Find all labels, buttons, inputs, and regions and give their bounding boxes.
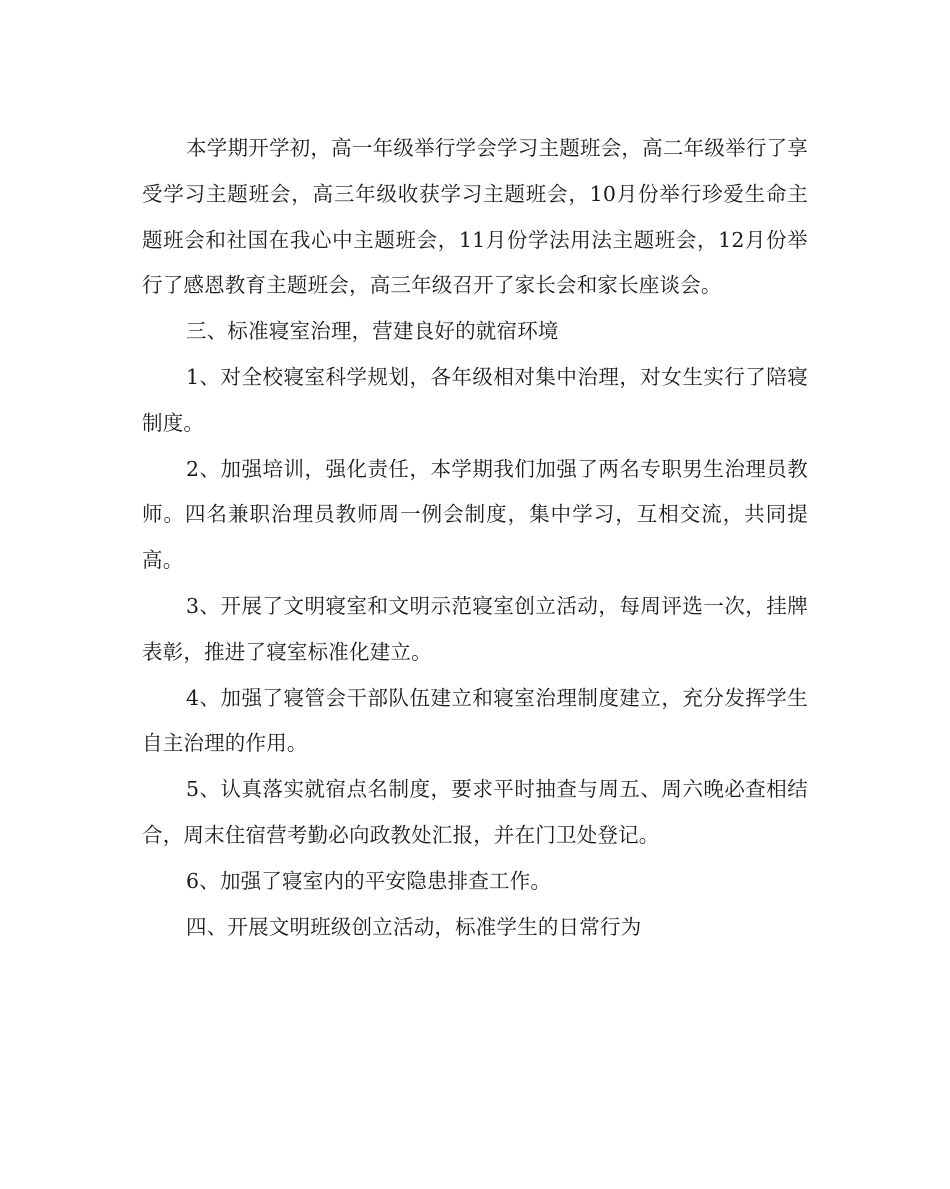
paragraph-item-1: 1、对全校寝室科学规划，各年级相对集中治理，对女生实行了陪寝制度。 [142,364,808,435]
section-heading-civilized-class: 四、开展文明班级创立活动，标准学生的日常行为 [186,914,642,939]
paragraph-item-4: 4、加强了寝管会干部队伍建立和寝室治理制度建立，充分发挥学生自主治理的作用。 [142,685,808,756]
paragraph-item-2: 2、加强培训，强化责任，本学期我们加强了两名专职男生治理员教师。四名兼职治理员教师周一例会制度，集中学习，互相交流，共同提高。 [142,456,808,573]
paragraph-class-meetings: 本学期开学初，高一年级举行学会学习主题班会，高二年级举行了享受学习主题班会，高三年级收获学习主题班会，10月份举行珍爱生命主题班会和社国在我心中主题班会，11月份学法用法主题班会，12月份举行了感恩教育主题班会，高三年级召开了家长会和家长座谈会。 [142,136,808,298]
paragraph-item-3: 3、开展了文明寝室和文明示范寝室创立活动，每周评选一次，挂牌表彰，推进了寝室标准化建立。 [142,593,808,664]
paragraph-item-5: 5、认真落实就宿点名制度，要求平时抽查与周五、周六晚必查相结合，周末住宿营考勤必向政教处汇报，并在门卫处登记。 [142,777,808,847]
section-heading-dormitory-management: 三、标准寝室治理，营建良好的就宿环境 [186,319,559,344]
document-body [142,126,808,950]
paragraph-item-6: 6、加强了寝室内的平安隐患排查工作。 [186,868,552,893]
